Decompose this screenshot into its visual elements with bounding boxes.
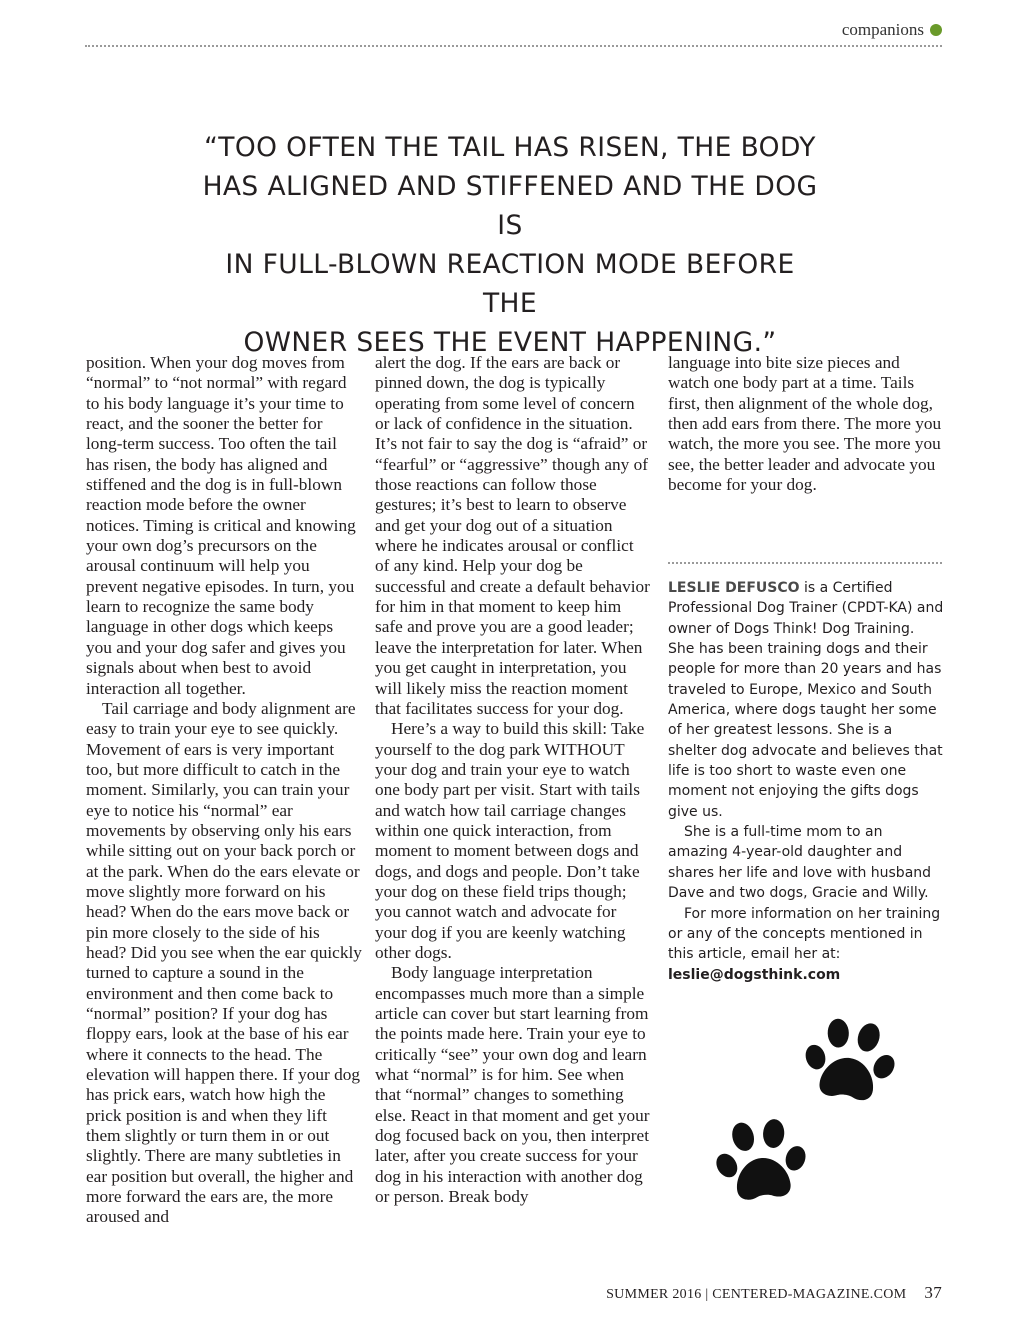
bio-paragraph: For more information on her training or any of the concepts mentioned in this article, email her at: xyxy=(668,905,941,963)
article-paragraph: Tail carriage and body alignment are easy to train your eye to see quickly. Movement of ears is very important too, but more difficult to catch in the moment. Similarly, you can train your eye to notice his “normal” ear movements by observing only his ears while sitting out on your back porch or at the park. When do the ears elevate or move slightly more forward on his head? When do the ears move back or pin more closely to the side of his head? Did you see when the ear quickly turned to capture a sound in the environment and then come back to “normal” position? If your dog has floppy ears, look at the base of his ear where it connects to the head. The elevation will happen there. If your dog has prick ears, watch how high the prick position is and when they lift them slightly or turn them in or out slightly. There are many subtleties in ear position but overall, the higher and more forward the ears are, the more aroused and xyxy=(86,698,362,1227)
bio-text: is a Certified Professional Dog Trainer (CPDT-KA) and owner of Dogs Think! Dog Training. She has been training dogs and their people for more than 20 years and has traveled to Europe, Mexico and South America, where dogs taught her some of her greatest lessons. She is a shelter dog advocate and believes that life is too short to waste even one moment not enjoying the gifts dogs give us. xyxy=(668,580,944,820)
issue-info: SUMMER 2016 | CENTERED-MAGAZINE.COM xyxy=(606,1287,907,1302)
pull-quote-line: OWNER SEES THE EVENT HAPPENING.” xyxy=(243,327,777,358)
bio-paragraph xyxy=(668,965,944,985)
page-number: 37 xyxy=(924,1283,942,1302)
article-column-1 xyxy=(86,353,362,1228)
article-column-2 xyxy=(375,353,651,1207)
author-bio xyxy=(668,578,944,985)
author-email-link[interactable]: leslie@dogsthink.com xyxy=(668,966,841,983)
article-paragraph: language into bite size pieces and watch one body part at a time. Tails first, then alignment of the whole dog, then add ears from there. The more you watch, the more you see. The more you see, the better leader and advocate you become for your dog. xyxy=(668,353,942,495)
author-name: LESLIE DEFUSCO xyxy=(668,580,800,596)
section-label: companions xyxy=(841,20,924,39)
article-paragraph: position. When your dog moves from “normal” to “not normal” with regard to his body language it’s your time to react, and the sooner the better for long-term success. Too often the tail has risen, the body has aligned and stiffened and the dog is in full-blown reaction mode before the owner notices. Timing is critical and knowing your own dog’s precursors on the arousal continuum will help you prevent negative episodes. In turn, you learn to recognize the same body language in other dogs which keeps you and your dog safer and gives you signals about when best to avoid interaction all together. xyxy=(86,353,356,698)
page-footer xyxy=(606,1283,942,1303)
paw-print-icon xyxy=(713,1112,809,1208)
paw-print-icon xyxy=(802,1012,898,1108)
article-paragraph: alert the dog. If the ears are back or pinned down, the dog is typically operating from some level of concern or lack of confidence in the situation. It’s not fair to say the dog is “afraid” or “fearful” or “aggressive” though any of those reactions can follow those gestures; it’s best to learn to observe and get your dog out of a situation where he indicates arousal or conflict of any kind. Help your dog be successful and create a default behavior for him in that moment to keep him safe and prove you are a good leader; leave the interpretation for later. When you get caught in interpretation, you will likely miss the reaction moment that facilitates success for your dog. xyxy=(375,353,650,718)
header-divider xyxy=(85,45,942,47)
pull-quote-line: “TOO OFTEN THE TAIL HAS RISEN, THE BODY xyxy=(204,132,816,163)
pull-quote-line: IN FULL-BLOWN REACTION MODE BEFORE THE xyxy=(225,249,795,319)
bio-divider xyxy=(668,562,942,564)
pull-quote xyxy=(200,128,820,362)
article-column-3 xyxy=(668,353,944,495)
article-paragraph: Body language interpretation encompasses much more than a simple article can cover but start learning from the points made here. Train your eye to critically “see” your own dog and learn what “normal” is for him. See when that “normal” changes to something else. React in that moment and get your dog focused back on you, then interpret later, after you create success for your dog in his interaction with another dog or person. Break body xyxy=(375,963,650,1207)
bio-paragraph: She is a full-time mom to an amazing 4-year-old daughter and shares her life and love with husband Dave and two dogs, Gracie and Willy. xyxy=(668,824,932,902)
article-paragraph: Here’s a way to build this skill: Take yourself to the dog park WITHOUT your dog and train your eye to watch one body part per visit. Start with tails and watch how tail carriage changes within one quick interaction, from moment to moment between dogs and dogs, and dogs and people. Don’t take your dog on these field trips though; you cannot watch and advocate for your dog if you are keenly watching other dogs. xyxy=(375,719,645,962)
section-header xyxy=(842,20,942,40)
pull-quote-line: HAS ALIGNED AND STIFFENED AND THE DOG IS xyxy=(202,171,818,241)
section-dot-icon xyxy=(930,24,942,36)
bio-paragraph xyxy=(668,578,944,822)
